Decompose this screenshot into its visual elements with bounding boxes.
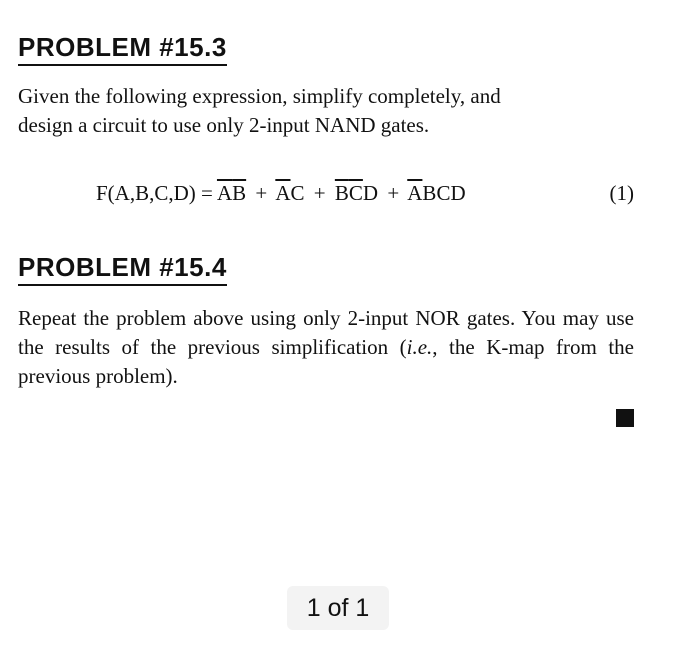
term-1 xyxy=(217,181,251,205)
var-a-bar: $\overline{A}$ xyxy=(216,181,233,205)
problem-15-4-text-end: , the K-map from the previous problem). xyxy=(18,335,634,388)
plus-operator: + xyxy=(255,181,268,205)
problem-15-4-title: PROBLEM #15.4 xyxy=(18,252,227,286)
problem-15-4-text-start: Repeat the problem above using only 2-input NOR gates. You may use the results of the previous simplification ( xyxy=(18,306,634,359)
problem-15-3-title: PROBLEM #15.3 xyxy=(18,32,227,66)
boolean-equation xyxy=(96,178,466,208)
var-b-bar: $\overline{B}$ xyxy=(232,181,247,205)
var-b-bar: $\overline{B}$ xyxy=(334,181,349,205)
problem-15-4-text xyxy=(18,304,634,391)
var-d: D xyxy=(450,181,466,205)
problem-15-3-text-line2: design a circuit to use only 2-input NAND gates. xyxy=(18,113,430,137)
var-a-bar: $\overline{A}$ xyxy=(275,181,291,205)
plus-operator: + xyxy=(313,181,326,205)
var-a-bar: $\overline{A}$ xyxy=(407,181,423,205)
equation-number: (1) xyxy=(609,181,634,205)
problem-15-4-text-em: i.e. xyxy=(406,335,433,359)
page-indicator: 1 of 1 xyxy=(287,586,389,630)
problem-15-3-text-line1: Given the following expression, simplify completely, and xyxy=(18,84,501,108)
term-3 xyxy=(330,181,384,205)
plus-operator: + xyxy=(387,181,400,205)
problem-15-3-text xyxy=(18,82,634,140)
term-4 xyxy=(403,181,465,205)
equation-lhs: F(A,B,C,D) = xyxy=(96,181,213,205)
var-c-bar: $\overline{C}$ xyxy=(348,181,363,205)
var-d: D xyxy=(362,181,379,205)
var-b: B xyxy=(422,181,437,205)
var-c: C xyxy=(290,181,305,205)
term-2 xyxy=(271,181,310,205)
var-c: C xyxy=(436,181,451,205)
end-of-proof-square-icon xyxy=(616,409,634,427)
